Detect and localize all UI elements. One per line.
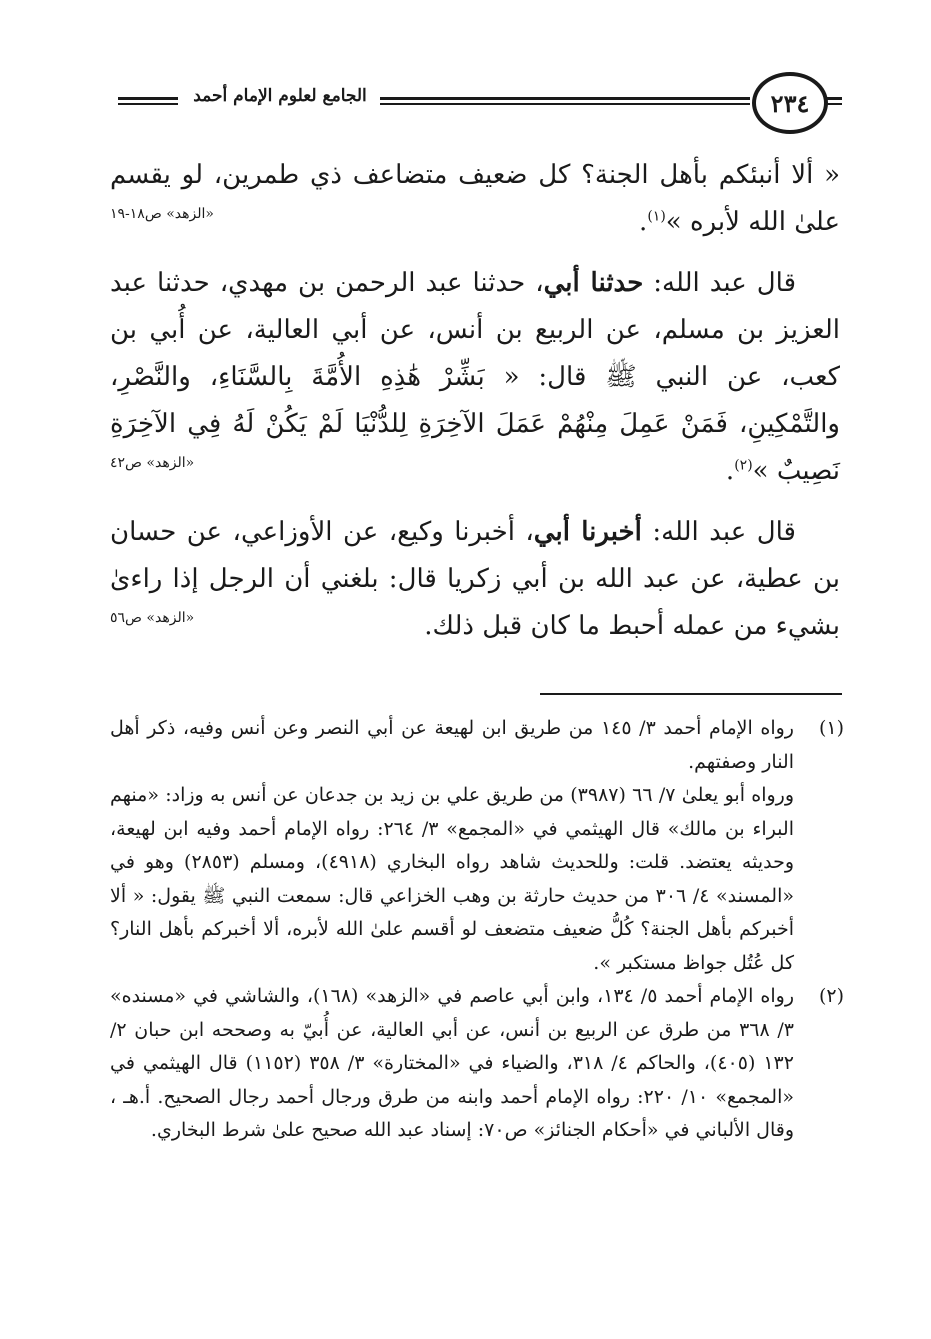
footnote-paragraph: رواه الإمام أحمد ٥/ ١٣٤، وابن أبي عاصم في «الزهد» (١٦٨)، والشاشي في «مسنده» ٣/ ٣٦٨ من طرق عن الربيع بن أنس، عن أبي العالية، عن أُبيّ به وصححه ابن حبان ٢/ ١٣٢ (٤٠٥)، والحاكم ٤/ ٣١٨، والضياء في «المختارة» ٣/ ٣٥٨ (١١٥٢) قال الهيثمي في «المجمع» ١٠/ ٢٢٠: رواه الإمام أحمد وابنه من طرق ورجال أحمد رجال الصحيح. أ.هـ ، وقال الألباني في «أحكام الجنائز» ص٧٠: إسناد عبد الله صحيح علىٰ شرط البخاري. xyxy=(110,985,795,1141)
narration-intro: قال عبد الله: xyxy=(643,268,797,298)
footnotes xyxy=(110,712,844,1148)
header-rule-right xyxy=(380,97,750,105)
narration-intro: قال عبد الله: xyxy=(641,517,796,547)
source-reference: «الزهد» ص٤٢ xyxy=(110,455,195,471)
sentence-end: . xyxy=(725,456,735,486)
hadith-text: « ألا أنبئكم بأهل الجنة؟ كل ضعيف متضاعف ذي طمرين، لو يقسم علىٰ الله لأبره » xyxy=(110,160,840,237)
footnote-2 xyxy=(110,980,844,1148)
running-title: الجامع لعلوم الإمام أحمد xyxy=(193,86,367,106)
narrator-bold: أخبرنا أبي xyxy=(533,517,642,547)
paragraph-hadith-1 xyxy=(110,152,840,246)
footnote-1 xyxy=(110,712,844,980)
source-reference: «الزهد» ص٥٦ xyxy=(110,610,195,626)
narrator-bold: حدثنا أبي xyxy=(543,268,644,298)
paragraph-hadith-3 xyxy=(110,509,840,650)
main-text xyxy=(110,152,840,650)
footnote-paragraph: ورواه أبو يعلىٰ ٧/ ٦٦ (٣٩٨٧) من طريق علي بن زيد بن جدعان عن أنس به وزاد: «منهم البراء بن مالك» قال الهيثمي في «المجمع» ٣/ ٢٦٤: رواه الإمام أحمد وفيه ابن لهيعة، وحديثه يعتضد. قلت: وللحديث شاهد رواه البخاري (٤٩١٨)، ومسلم (٢٨٥٣) وهو في «المسند» ٤/ ٣٠٦ من حديث حارثة بن وهب الخزاعي قال: سمعت النبي ﷺ يقول: « ألا أخبركم بأهل الجنة؟ كُلُّ ضعيف متضعف لو أقسم علىٰ الله لأبره، ألا أخبركم بأهل النار؟ كل عُتُل جواظ مستكبر ». xyxy=(110,784,794,974)
footnote-number: (١) xyxy=(818,717,844,739)
footnote-marker: (٢) xyxy=(734,457,753,474)
hadith-text: ، حدثنا عبد الرحمن بن مهدي، حدثنا عبد العزيز بن مسلم، عن الربيع بن أنس، عن أبي العالية، عن أُبي بن كعب، عن النبي ﷺ قال: « بَشِّرْ هَٰذِهِ الأُمَّةَ بِالسَّنَاءِ، والنَّصْرِ، والتَّمْكِينِ، فَمَنْ عَمِلَ مِنْهُمْ عَمَلَ الآخِرَةِ لِلدُّنْيَا لَمْ يَكُنْ لَهُ فِي الآخِرَةِ نَصِيبٌ » xyxy=(110,268,840,486)
footnote-separator xyxy=(540,693,842,695)
header-rule-edge xyxy=(826,97,842,105)
paragraph-hadith-2 xyxy=(110,260,840,495)
footnote-paragraph: رواه الإمام أحمد ٣/ ١٤٥ من طريق ابن لهيعة عن أبي النصر وعن أنس وفيه، ذكر أهل النار وصفتهم. xyxy=(110,717,794,773)
page-number: ٢٣٤ xyxy=(752,72,828,134)
source-reference: «الزهد» ص١٨-١٩ xyxy=(110,206,214,222)
footnote-number: (٢) xyxy=(818,985,844,1007)
hadith-text: ، أخبرنا وكيع، عن الأوزاعي، عن حسان بن عطية، عن عبد الله بن أبي زكريا قال: بلغني أن الرجل إذا راءىٰ بشيء من عمله أحبط ما كان قبل ذلك. xyxy=(110,517,840,641)
sentence-end: . xyxy=(639,207,648,237)
footnote-marker: (١) xyxy=(647,208,666,225)
header-rule-left xyxy=(118,97,178,105)
page-header xyxy=(110,68,840,138)
